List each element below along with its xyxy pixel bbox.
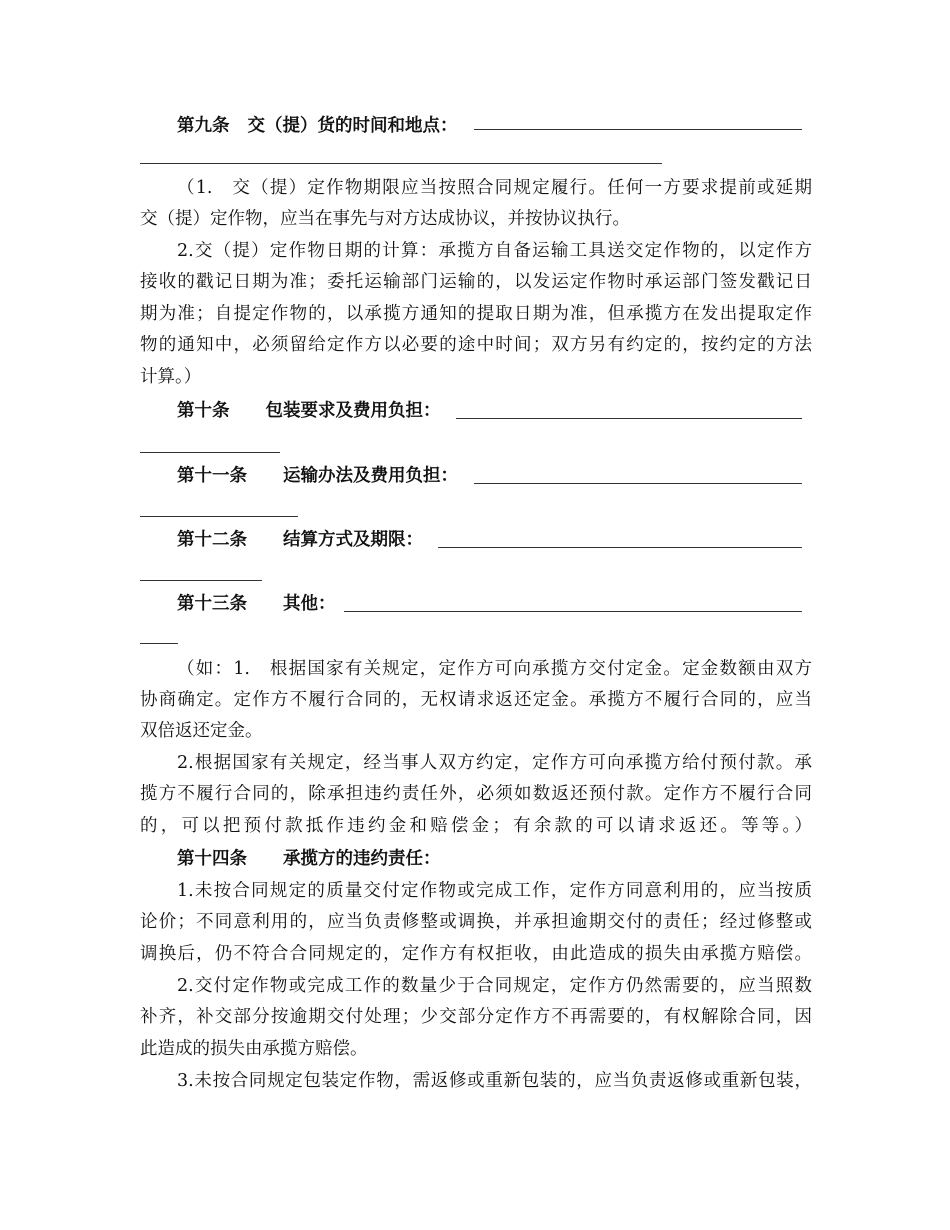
- article-14-paragraph-line: 此造成的损失由承揽方赔偿。: [140, 1039, 368, 1059]
- article-13-paragraph-line: 协商确定。定作方不履行合同的，无权请求返还定金。承揽方不履行合同的，应当: [140, 690, 812, 710]
- article-14-paragraph-line: 调换后，仍不符合合同规定的，定作方有权拒收，由此造成的损失由承揽方赔偿。: [140, 944, 812, 964]
- article-13-title: 其他：: [283, 594, 336, 614]
- article-10-fill-line[interactable]: [456, 418, 802, 419]
- article-14-heading: [177, 845, 812, 873]
- article-9-fill-line[interactable]: [474, 129, 802, 130]
- article-14-paragraph-line: 2.交付定作物或完成工作的数量少于合同规定，定作方仍然需要的，应当照数: [177, 976, 812, 996]
- article-10-title: 包装要求及费用负担：: [265, 401, 441, 421]
- article-9-heading: [177, 112, 812, 140]
- article-9-number: 第九条: [177, 116, 230, 136]
- article-9-paragraph-line: （1. 交（提）定作物期限应当按照合同规定履行。任何一方要求提前或延期: [177, 178, 812, 198]
- article-14-paragraph-line: 3.未按合同规定包装定作物，需返修或重新包装的，应当负责返修或重新包装，: [177, 1071, 812, 1091]
- article-14-title: 承揽方的违约责任：: [283, 849, 441, 869]
- article-11-title: 运输办法及费用负担：: [283, 466, 458, 486]
- article-14-paragraph-line: 补齐，补交部分按逾期交付处理；少交部分定作方不再需要的，有权解除合同，因: [140, 1007, 812, 1027]
- article-14-paragraph-line: 1.未按合同规定的质量交付定作物或完成工作，定作方同意利用的，应当按质: [177, 881, 812, 901]
- article-9-paragraph-line: 期为准；自提定作物的，以承揽方通知的提取日期为准，但承揽方在发出提取定作: [140, 304, 812, 324]
- article-10-heading: [177, 397, 812, 425]
- article-10-number: 第十条: [177, 401, 230, 421]
- article-12-heading: [177, 526, 812, 554]
- article-12-fill-line-2[interactable]: [140, 580, 262, 581]
- article-9-fill-line-2[interactable]: [140, 163, 662, 164]
- article-9-paragraph-line: 计算。）: [140, 367, 202, 387]
- article-11-number: 第十一条: [177, 466, 247, 486]
- article-13-paragraph-line: 的，可以把预付款抵作违约金和赔偿金；有余款的可以请求返还。等等。）: [140, 816, 812, 836]
- article-13-paragraph-line: 双倍返还定金。: [140, 721, 263, 741]
- article-12-fill-line[interactable]: [438, 547, 802, 548]
- article-9-paragraph-line: 接收的戳记日期为准；委托运输部门运输的，以发运定作物时承运部门签发戳记日: [140, 272, 812, 292]
- article-13-fill-line-2[interactable]: [140, 643, 178, 644]
- article-9-paragraph-line: 交（提）定作物，应当在事先与对方达成协议，并按协议执行。: [140, 209, 630, 229]
- article-11-fill-line-2[interactable]: [140, 516, 298, 517]
- article-13-number: 第十三条: [177, 594, 247, 614]
- article-13-paragraph-line: 揽方不履行合同的，除承担违约责任外，必须如数返还预付款。定作方不履行合同: [140, 784, 812, 804]
- article-11-fill-line[interactable]: [474, 483, 802, 484]
- article-12-title: 结算方式及期限：: [283, 530, 423, 550]
- article-12-number: 第十二条: [177, 530, 247, 550]
- article-10-fill-line-2[interactable]: [140, 452, 280, 453]
- article-13-paragraph-line: （如：1. 根据国家有关规定，定作方可向承揽方交付定金。定金数额由双方: [177, 659, 812, 679]
- article-9-title: 交（提）货的时间和地点：: [247, 116, 458, 136]
- article-14-number: 第十四条: [177, 849, 247, 869]
- article-14-paragraph-line: 论价；不同意利用的，应当负责修整或调换，并承担逾期交付的责任；经过修整或: [140, 912, 812, 932]
- article-9-paragraph-line: 2.交（提）定作物日期的计算：承揽方自备运输工具送交定作物的，以定作方: [177, 241, 812, 261]
- article-13-fill-line[interactable]: [344, 611, 802, 612]
- article-13-heading: [177, 590, 812, 618]
- article-13-paragraph-line: 2.根据国家有关规定，经当事人双方约定，定作方可向承揽方给付预付款。承: [177, 753, 812, 773]
- article-9-paragraph-line: 物的通知中，必须留给定作方以必要的途中时间；双方另有约定的，按约定的方法: [140, 335, 812, 355]
- article-11-heading: [177, 462, 812, 490]
